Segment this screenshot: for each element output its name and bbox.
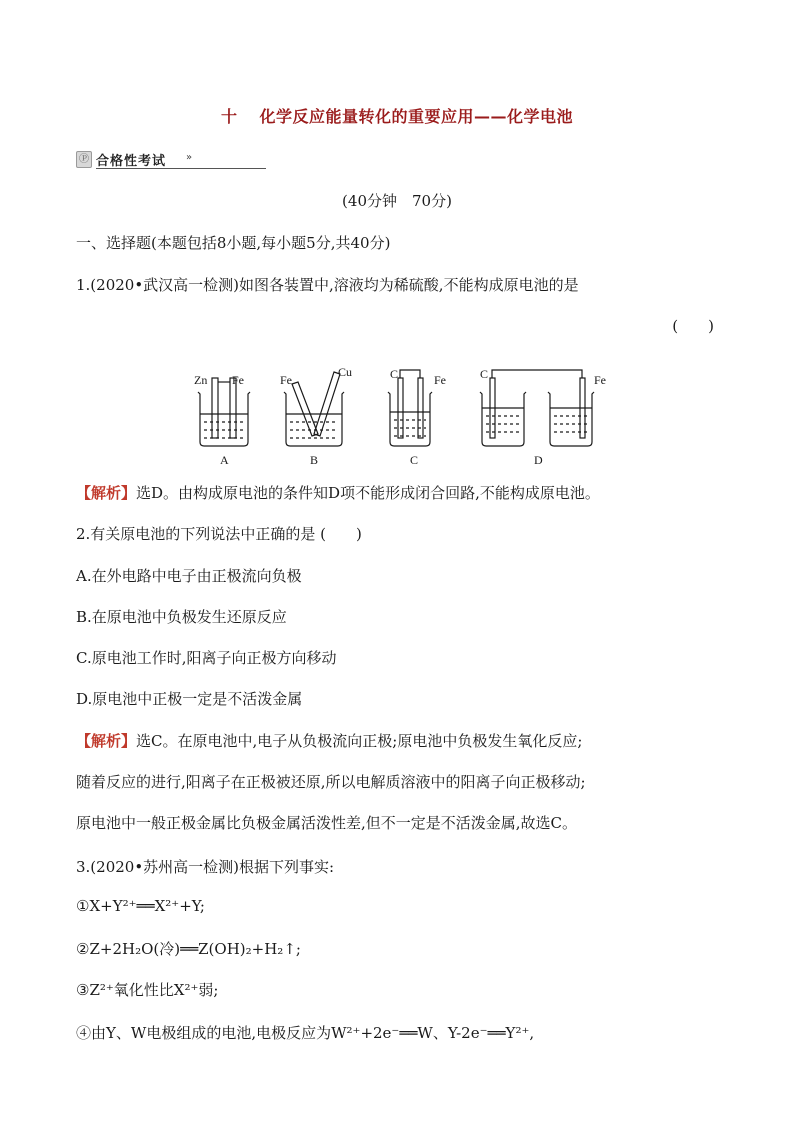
title-number: 十 (220, 107, 238, 126)
time-score: (40分钟 70分) (342, 192, 452, 210)
q1-analysis-tag: 【解析】 (76, 484, 137, 502)
beaker-b (284, 372, 344, 446)
label-d-left: C (480, 367, 489, 381)
page-title (0, 104, 794, 127)
label-c-right: Fe (434, 373, 446, 387)
q2-answer-paren: ( ) (320, 525, 362, 543)
beaker-d (480, 370, 594, 446)
beaker-a (198, 378, 250, 446)
q2-analysis-line-2: 随着反应的进行,阳离子在正极被还原,所以电解质溶液中的阳离子向正极移动; (76, 773, 586, 791)
q3-fact-4: ④由Y、W电极组成的电池,电极反应为W²⁺+2e⁻══W、Y-2e⁻══Y²⁺, (76, 1024, 535, 1042)
q3-fact-1: ①X+Y²⁺══X²⁺+Y; (76, 897, 205, 915)
caption-a: A (220, 453, 229, 467)
q1-answer-paren: ( ) (672, 317, 714, 335)
q3-fact-3: ③Z²⁺氧化性比X²⁺弱; (76, 981, 219, 999)
label-a-right: Fe (232, 373, 244, 387)
caption-c: C (410, 453, 419, 467)
q1-stem: 1.(2020•武汉高一检测)如图各装置中,溶液均为稀硫酸,不能构成原电池的是 (76, 276, 579, 294)
q2-stem: 2.有关原电池的下列说法中正确的是 (76, 525, 316, 543)
q2-analysis-text-1: 选C。在原电池中,电子从负极流向正极;原电池中负极发生氧化反应; (136, 732, 583, 750)
q1-analysis (76, 482, 600, 503)
q3-stem: 3.(2020•苏州高一检测)根据下列事实: (76, 858, 335, 876)
q1-figure (184, 362, 614, 472)
q2-stem-line (76, 523, 362, 544)
q2-analysis-line-1 (76, 730, 582, 751)
q1-analysis-text: 选D。由构成原电池的条件知D项不能形成闭合回路,不能构成原电池。 (136, 484, 600, 502)
label-d-right: Fe (594, 373, 606, 387)
battery-apparatus-diagram (184, 362, 614, 472)
section-rule (96, 168, 266, 169)
label-b-right: Cu (338, 365, 353, 379)
q2-option-c: C.原电池工作时,阳离子向正极方向移动 (76, 649, 337, 667)
title-text: 化学反应能量转化的重要应用——化学电池 (259, 107, 574, 126)
caption-d: D (534, 453, 543, 467)
lightbulb-icon: Ⓟ (76, 151, 92, 168)
label-b-left: Fe (280, 373, 292, 387)
part-heading: 一、选择题(本题包括8小题,每小题5分,共40分) (76, 234, 391, 252)
beaker-c (388, 370, 432, 446)
q2-analysis-tag: 【解析】 (76, 732, 137, 750)
label-a-left: Zn (194, 373, 208, 387)
q2-option-a: A.在外电路中电子由正极流向负极 (76, 567, 302, 585)
q2-analysis-line-3: 原电池中一般正极金属比负极金属活泼性差,但不一定是不活泼金属,故选C。 (76, 814, 578, 832)
caption-b: B (310, 453, 319, 467)
q3-fact-2: ②Z+2H₂O(冷)══Z(OH)₂+H₂↑; (76, 940, 301, 958)
q2-option-d: D.原电池中正极一定是不活泼金属 (76, 690, 303, 708)
section-header (76, 150, 716, 170)
chevron-right-icon: » (186, 152, 193, 163)
section-label: 合格性考试 (96, 154, 167, 169)
q2-option-b: B.在原电池中负极发生还原反应 (76, 608, 287, 626)
label-c-left: C (390, 367, 399, 381)
